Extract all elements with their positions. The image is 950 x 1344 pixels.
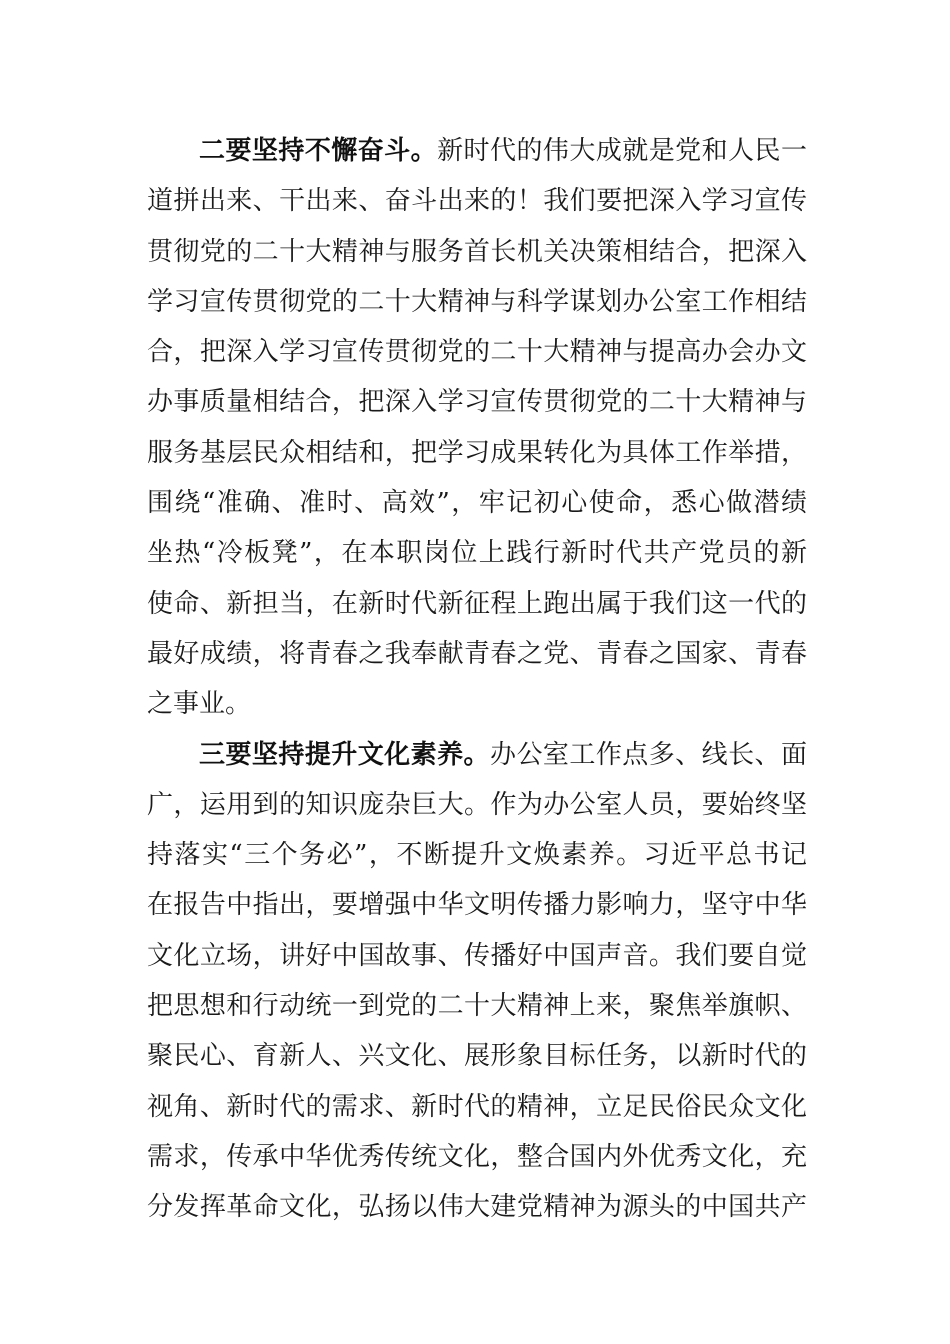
text-line: 分发挥革命文化，弘扬以伟大建党精神为源头的中国共产 <box>147 1192 807 1223</box>
text-line: 坐热“冷板凳”，在本职岗位上践行新时代共产党员的新 <box>147 538 807 569</box>
paragraph-cultural-literacy <box>147 730 807 1233</box>
text-line: 道拼出来、干出来、奋斗出来的！我们要把深入学习宣传 <box>147 186 807 217</box>
text-line: 之事业。 <box>147 689 252 720</box>
text-line: 围绕“准确、准时、高效”，牢记初心使命，悉心做潜绩 <box>147 488 807 519</box>
text-line: 学习宣传贯彻党的二十大精神与科学谋划办公室工作相结 <box>147 286 807 317</box>
paragraph-heading: 三要坚持提升文化素养。 <box>199 739 490 770</box>
text-line: 持落实“三个务必”，不断提升文焕素养。习近平总书记 <box>147 840 807 871</box>
paragraph-perseverance <box>147 126 807 730</box>
text-line: 贯彻党的二十大精神与服务首长机关决策相结合，把深入 <box>147 236 807 267</box>
text-line: 合，把深入学习宣传贯彻党的二十大精神与提高办会办文 <box>147 337 807 368</box>
text-line: 视角、新时代的需求、新时代的精神，立足民俗民众文化 <box>147 1091 807 1122</box>
text-line: 使命、新担当，在新时代新征程上跑出属于我们这一代的 <box>147 588 807 619</box>
text-line: 把思想和行动统一到党的二十大精神上来，聚焦举旗帜、 <box>147 991 807 1022</box>
paragraph-first-line <box>147 730 807 780</box>
document-page <box>147 126 807 1233</box>
text-line: 服务基层民众相结和，把学习成果转化为具体工作举措， <box>147 437 807 468</box>
text-line: 最好成绩，将青春之我奉献青春之党、青春之国家、青春 <box>147 638 807 669</box>
text-line: 新时代的伟大成就是党和人民一 <box>437 136 807 166</box>
text-line: 文化立场，讲好中国故事、传播好中国声音。我们要自觉 <box>147 940 807 971</box>
text-line: 广，运用到的知识庞杂巨大。作为办公室人员，要始终坚 <box>147 789 807 820</box>
text-line: 办公室工作点多、线长、面 <box>490 739 807 770</box>
text-line: 在报告中指出，要增强中华文明传播力影响力，坚守中华 <box>147 890 807 921</box>
paragraph-heading: 二要坚持不懈奋斗。 <box>199 136 438 166</box>
text-line: 聚民心、育新人、兴文化、展形象目标任务，以新时代的 <box>147 1041 807 1072</box>
text-line: 需求，传承中华优秀传统文化，整合国内外优秀文化，充 <box>147 1141 807 1172</box>
paragraph-first-line <box>147 126 807 176</box>
text-line: 办事质量相结合，把深入学习宣传贯彻党的二十大精神与 <box>147 387 807 418</box>
